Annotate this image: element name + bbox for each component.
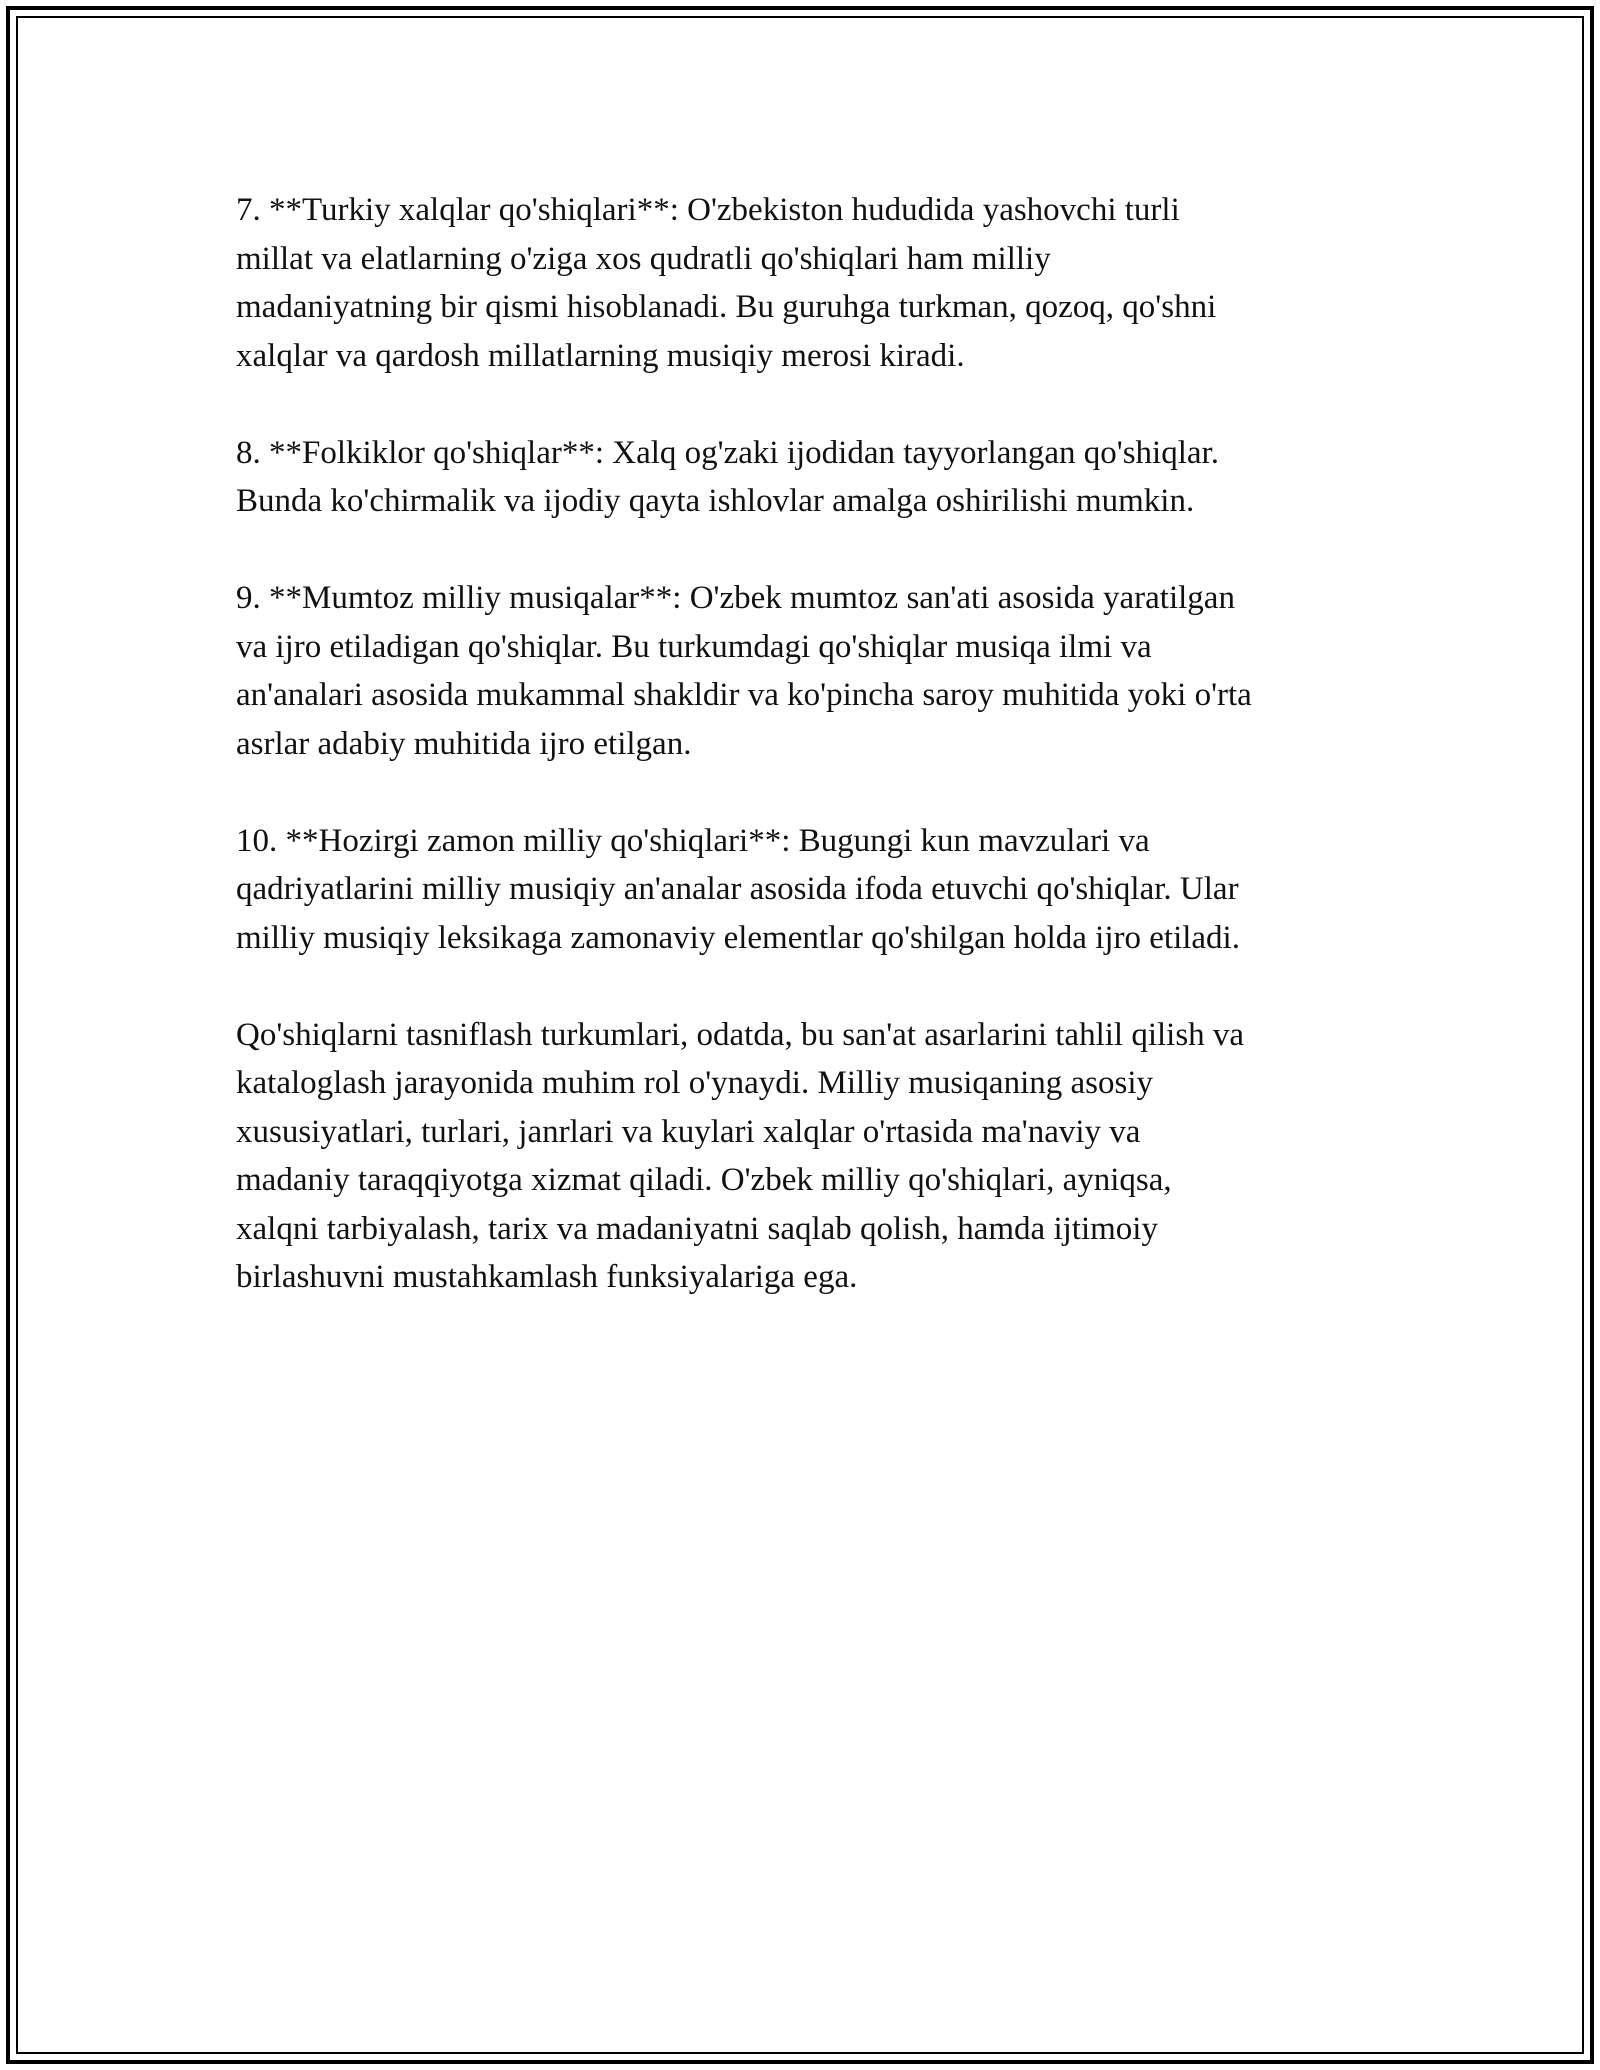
- paragraph-conclusion: Qo'shiqlarni tasniflash turkumlari, odatda, bu san'at asarlarini tahlil qilish va kataloglash jarayonida muhim rol o'ynaydi. Milliy musiqaning asosiy xususiyatlari, turlari, janrlari va kuylari xalqlar o'rtasida ma'naviy va madaniy taraqqiyotga xizmat qiladi. O'zbek milliy qo'shiqlari, ayniqsa, xalqni tarbiyalash, tarix va madaniyatni saqlab qolish, hamda ijtimoiy birlashuvni mustahkamlash funksiyalariga ega.: [236, 1016, 1245, 1295]
- paragraph-folkiklor: 8. **Folkiklor qo'shiqlar**: Xalq og'zaki ijodidan tayyorlangan qo'shiqlar. Bunda ko'chirmalik va ijodiy qayta ishlovlar amalga oshirilishi mumkin.: [236, 434, 1219, 519]
- paragraph-mumtoz: 9. **Mumtoz milliy musiqalar**: O'zbek mumtoz san'ati asosida yaratilgan va ijro etiladigan qo'shiqlar. Bu turkumdagi qo'shiqlar musiqa ilmi va an'analari asosida mukammal shakldir va ko'pincha saroy muhitida yoki o'rta asrlar adabiy muhitida ijro etilgan.: [236, 580, 1252, 762]
- paragraph-hozirgi-zamon: 10. **Hozirgi zamon milliy qo'shiqlari**: Bugungi kun mavzulari va qadriyatlarini milliy musiqiy an'analar asosida ifoda etuvchi qo'shiqlar. Ular milliy musiqiy leksikaga zamonaviy elementlar qo'shilgan holda ijro etiladi.: [236, 822, 1240, 956]
- paragraph-turkiy-xalqlar: 7. **Turkiy xalqlar qo'shiqlari**: O'zbekiston hududida yashovchi turli millat va elatlarning o'ziga xos qudratli qo'shiqlari ham milliy madaniyatning bir qismi hisoblanadi. Bu guruhga turkman, qozoq, qo'shni xalqlar va qardosh millatlarning musiqiy merosi kiradi.: [236, 192, 1217, 374]
- document-body: [236, 186, 1376, 1350]
